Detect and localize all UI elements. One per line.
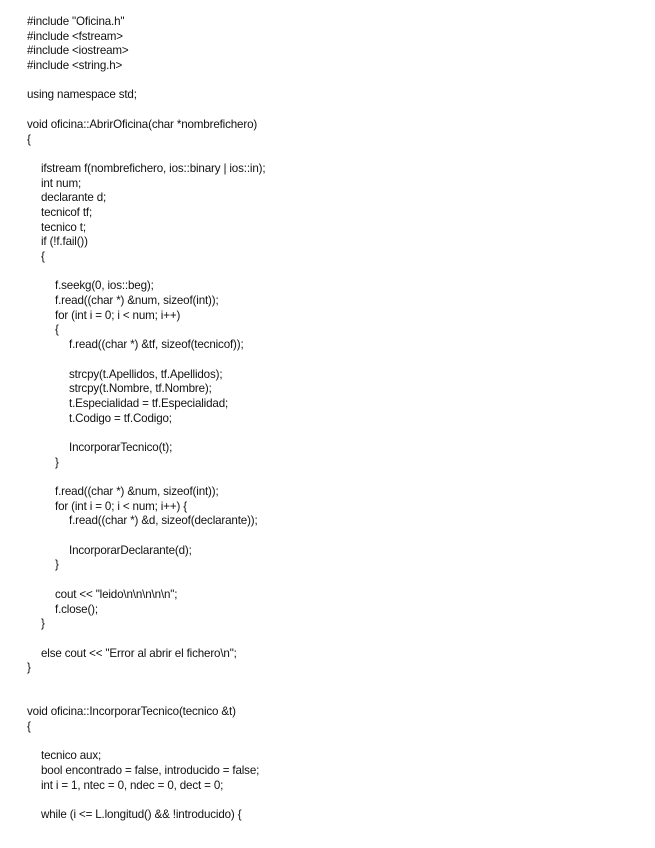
code-line: for (int i = 0; i < num; i++) { bbox=[55, 499, 187, 513]
code-line bbox=[27, 793, 637, 808]
code-line: } bbox=[27, 661, 31, 675]
code-line: strcpy(t.Nombre, tf.Nombre); bbox=[69, 382, 212, 396]
code-line bbox=[27, 691, 637, 706]
code-line: void oficina::IncorporarTecnico(tecnico &t) bbox=[27, 705, 236, 719]
code-line: f.read((char *) &num, sizeof(int)); bbox=[55, 294, 219, 308]
code-line: bool encontrado = false, introducido = false; bbox=[41, 764, 260, 778]
code-line: } bbox=[41, 617, 45, 631]
code-line: #include "Oficina.h" bbox=[27, 15, 125, 28]
code-line: void oficina::AbrirOficina(char *nombrefichero) bbox=[27, 117, 258, 131]
code-line bbox=[27, 676, 637, 691]
code-line: f.close(); bbox=[55, 602, 98, 616]
code-line bbox=[27, 529, 637, 544]
code-line: cout << "leido\n\n\n\n\n"; bbox=[55, 587, 178, 601]
code-line: IncorporarDeclarante(d); bbox=[69, 543, 192, 557]
code-line: #include <fstream> bbox=[27, 29, 123, 43]
code-line: if (!f.fail()) bbox=[41, 235, 88, 249]
code-line: tecnico aux; bbox=[41, 749, 102, 763]
code-line bbox=[27, 426, 637, 441]
code-line bbox=[27, 147, 637, 162]
code-line: f.seekg(0, ios::beg); bbox=[55, 279, 154, 293]
code-line: using namespace std; bbox=[27, 88, 137, 102]
code-line: } bbox=[55, 455, 59, 469]
code-line bbox=[27, 573, 637, 588]
code-line: strcpy(t.Apellidos, tf.Apellidos); bbox=[69, 367, 223, 381]
code-line: f.read((char *) &d, sizeof(declarante)); bbox=[69, 514, 258, 528]
code-line: #include <string.h> bbox=[27, 59, 123, 73]
code-document bbox=[27, 15, 637, 823]
code-line: #include <iostream> bbox=[27, 44, 129, 58]
code-line: IncorporarTecnico(t); bbox=[69, 440, 173, 454]
code-line: for (int i = 0; i < num; i++) bbox=[55, 308, 181, 322]
code-line: declarante d; bbox=[41, 191, 107, 205]
code-line: { bbox=[27, 720, 31, 733]
code-line: { bbox=[55, 323, 59, 337]
code-line: while (i <= L.longitud() && !introducido) { bbox=[41, 808, 242, 822]
code-line: f.read((char *) &tf, sizeof(tecnicof)); bbox=[69, 338, 244, 352]
code-line bbox=[27, 74, 637, 89]
code-line: } bbox=[55, 558, 59, 572]
code-line: tecnicof tf; bbox=[41, 205, 93, 219]
code-line: ifstream f(nombrefichero, ios::binary | ios::in); bbox=[41, 161, 266, 175]
code-line: else cout << "Error al abrir el fichero\n"; bbox=[41, 646, 237, 660]
code-line: int num; bbox=[41, 176, 82, 190]
code-line: f.read((char *) &num, sizeof(int)); bbox=[55, 485, 219, 498]
code-line: { bbox=[41, 250, 45, 263]
code-line: { bbox=[27, 132, 31, 146]
code-line: int i = 1, ntec = 0, ndec = 0, dect = 0; bbox=[41, 778, 224, 792]
code-line bbox=[27, 470, 637, 485]
code-line: tecnico t; bbox=[41, 220, 86, 234]
code-line bbox=[27, 353, 637, 368]
code-line: t.Codigo = tf.Codigo; bbox=[69, 411, 172, 425]
code-line: t.Especialidad = tf.Especialidad; bbox=[69, 396, 229, 410]
code-line bbox=[27, 103, 637, 118]
code-line bbox=[27, 265, 637, 280]
code-line bbox=[27, 632, 637, 647]
code-line bbox=[27, 735, 637, 750]
